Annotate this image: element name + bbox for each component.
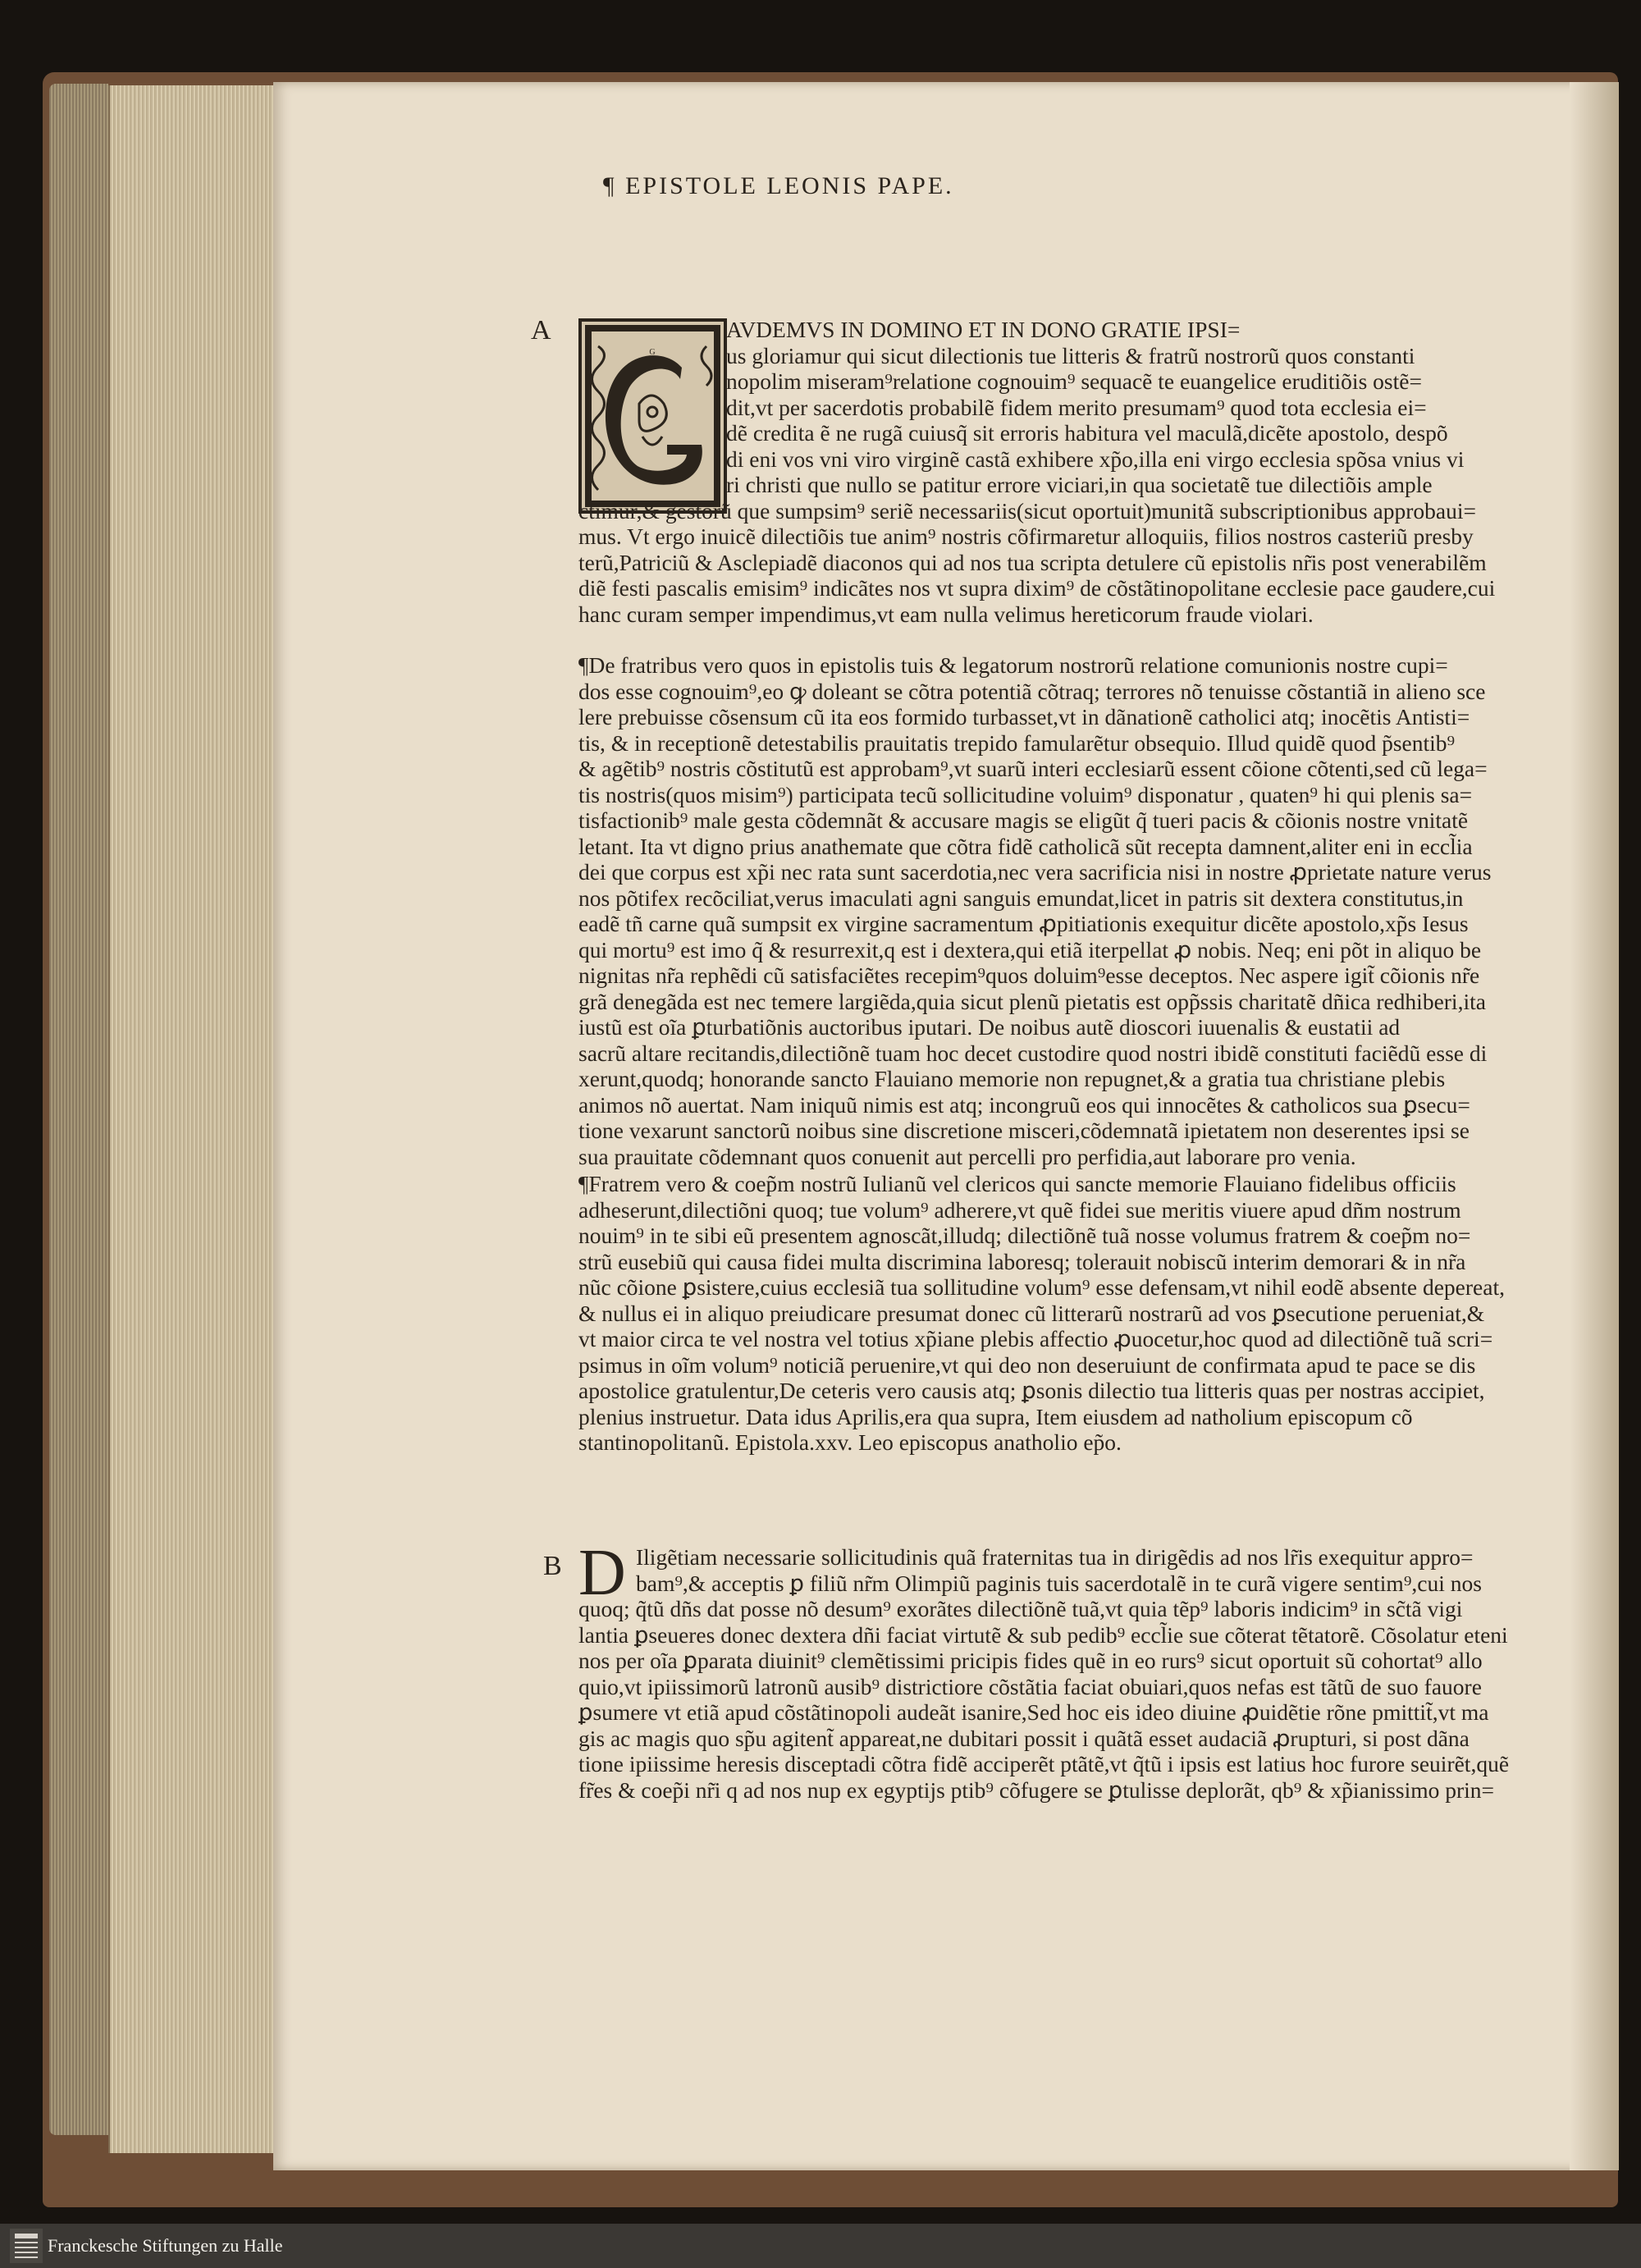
text-line: tione vexarunt sanctorũ noibus sine discretione misceri,cõdemnatã ipietatem non deserentes ipsi se: [578, 1118, 1470, 1143]
text-line: ri christi que nullo se patitur errore viciari,in qua societatẽ tue dilectiõis ample: [726, 472, 1433, 497]
text-line: tione ipiissime heresis disceptadi cõtra fidẽ acciperẽt ptãtẽ,vt q̃tũ i ipsis est latius hoc furore seuirẽt,quẽ: [578, 1751, 1510, 1776]
text-line: us gloriamur qui sicut dilectionis tue litteris & fratrũ nostrorũ quos constanti: [726, 342, 1415, 368]
text-line: stantinopolitanũ. Epistola.xxv. Leo episcopus anatholio ep̃o.: [578, 1429, 1122, 1455]
text-line: tis, & in receptionẽ detestabilis prauitatis trepido famularẽtur obsequio. Illud quidẽ quod p̃sentib⁹: [578, 729, 1456, 756]
text-line: lere prebuisse cõsensum cũ ita eos formido turbasset,vt in dãnationẽ catholici atq; inocẽtis Antisti=: [578, 704, 1470, 729]
text-line: nouim⁹ in te sibi eũ presentem agnoscãt,illudq; dilectiõnẽ tuã nosse volumus fratrem & coep̃m no=: [578, 1223, 1471, 1248]
text-line: psimus in oĩm volum⁹ noticiã peruenire,vt qui deo non deseruiunt de confirmata apud te pace se dis: [578, 1351, 1476, 1378]
text-line: & agẽtib⁹ nostris cõstitutũ est approbam⁹,vt suarũ interi ecclesiarũ essent cõione cõtenti,sed cũ lega=: [578, 756, 1488, 781]
text-line: terũ,Patriciũ & Asclepiadẽ diaconos qui ad nos tua scripta detulere cũ epistolis nr̃is post venerabilẽm: [578, 549, 1487, 575]
text-line: vt maior circa te vel nostra vel totius xp̃iane plebis affectio ꝓuocetur,hoc quod ad dilectiõnẽ tuã scri=: [578, 1326, 1493, 1351]
text-line: dei que corpus est xp̃i nec rata sunt sacerdotia,nec vera sacrificia nisi in nostre ꝓprietate nature verus: [578, 859, 1492, 885]
text-line: dit,vt per sacerdotis probabilẽ fidem merito presumam⁹ quod tota ecclesia ei=: [726, 394, 1427, 420]
text-line: Iligẽtiam necessarie sollicitudinis quã fraternitas tua in dirigẽdis ad nos lr̃is exequitur appro=: [636, 1544, 1474, 1570]
drop-cap-letter: G: [649, 348, 656, 357]
initial-d: D: [578, 1537, 626, 1609]
text-line: plenius instruetur. Data idus Aprilis,era qua supra, Item eiusdem ad natholium episcopum cõ: [578, 1403, 1413, 1429]
text-line: nos põtifex recõciliat,verus imaculati agni sanguis emundat,licet in patris sit dextera constitutus,in: [578, 885, 1464, 911]
text-line: tis nostris(quos misim⁹) participata tecũ sollicitudine voluim⁹ disponatur , quaten⁹ hi qui plenis sa=: [578, 781, 1473, 807]
text-line: nũc cõione ꝑsistere,cuius ecclesiã tua sollitudine volum⁹ esse defensam,vt nihil eodẽ absente depereat,: [578, 1274, 1505, 1300]
text-line: [578, 1171, 1641, 1197]
footer-institution-label: Franckesche Stiftungen zu Halle: [48, 2235, 283, 2256]
letter-b-body: [578, 1537, 1641, 1803]
text-line: apostolice gratulentur,De ceteris vero causis atq; ꝑsonis dilectio tua litteris quas per nostras accipiet,: [578, 1378, 1485, 1403]
text-line: xerunt,quodq; honorande sancto Flauiano memorie non repugnet,& a gratia tua christiane plebis: [578, 1066, 1446, 1091]
text-line: tisfactionib⁹ male gesta cõdemnãt & accusare magis se eligũt q̃ tueri pacis & cõionis nostre vnitatẽ: [578, 807, 1469, 833]
text-line: letant. Ita vt digno prius anathemate que cõtra fidẽ catholicã sũt recepta damnent,aliter eni in eccl̃ia: [578, 833, 1473, 859]
institution-logo-icon: [10, 2229, 43, 2263]
text-line: qui mortu⁹ est imo q̃ & resurrexit,q est i dextera,qui etiã iterpellat ꝓ nobis. Neq; eni põt in aliquo be: [578, 936, 1482, 963]
pilcrow-icon: ¶: [603, 172, 617, 199]
text-line: AVDEMVS IN DOMINO ET IN DONO GRATIE IPSI=: [726, 317, 1241, 342]
text-line: lantia ꝑseueres donec dextera dñi faciat virtutẽ & sub pedib⁹ eccl̃ie sue cõterat tẽtatorẽ. Cõsolatur eteni: [578, 1621, 1508, 1648]
margin-letter-b: B: [543, 1551, 562, 1581]
text-line: hanc curam semper impendimus,vt eam nulla velimus hereticorum fraude violari.: [578, 601, 1314, 627]
paragraph-de-fratribus: [578, 652, 1641, 1169]
text-line: iustũ est oĩa ꝑturbatiõnis auctoribus iputari. De noibus autẽ dioscori iuuenalis & eustatii ad: [578, 1014, 1401, 1040]
running-title: EPISTOLE LEONIS PAPE.: [625, 172, 954, 199]
text-line: quoq; q̃tũ dñs dat posse nõ desum⁹ exorãtes dilectiõnẽ tuã,vt quia tẽp⁹ laboris indicim⁹ in sc̃tã vigi: [578, 1596, 1463, 1621]
text-line: sacrũ altare recitandis,dilectiõnẽ tuam hoc decet custodire quod nostri ibidẽ constituti faciẽdũ esse di: [578, 1040, 1488, 1066]
running-header: [603, 172, 1342, 205]
pilcrow-icon: ¶: [578, 1171, 589, 1196]
text-span: Fratrem vero & coep̃m nostrũ Iulianũ vel clericos qui sancte memorie Flauiano fidelibus officiis: [588, 1171, 1456, 1196]
text-line: dẽ credita ẽ ne rugã cuiusq̃ sit erroris habitura vel maculã,dicẽte apostolo, despõ: [726, 420, 1448, 446]
book-fore-edge: [49, 84, 108, 2135]
text-line: nopolim miseram⁹relatione cognouim⁹ sequacẽ te euangelice eruditiõis ostẽ=: [726, 368, 1422, 394]
text-line: quio,vt ipiissimorũ latronũ ausib⁹ districtiore cõstãtia faciat obuiari,quos nefas est tãtũ de suo fauore: [578, 1673, 1482, 1699]
text-span: De fratribus vero quos in epistolis tuis & legatorum nostrorũ relatione comunionis nostre cupi=: [588, 652, 1448, 678]
text-line: nos per oĩa ꝑparata diuinit⁹ clemẽtissimi pricipis fides quẽ in eo rurs⁹ sicut oportuit sũ cohortat⁹ allo: [578, 1648, 1483, 1673]
footer-bar: [0, 2224, 1641, 2268]
text-line: fr̃es & coep̃i nr̃i q ad nos nup ex egyptijs ptib⁹ cõfugere se ꝑtulisse deplorãt, qb⁹ & xp̃ianissimo prin=: [578, 1776, 1495, 1803]
text-line: adheserunt,dilectiõni quoq; tue volum⁹ adherere,vt quẽ fidei sue meritis viuere apud dñm nostrum: [578, 1196, 1461, 1223]
pilcrow-icon: ¶: [578, 652, 589, 678]
text-line: grã denegãda est nec temere largiẽda,quia sicut plenũ pietatis est opp̃ssis charitatẽ dñica redhiberi,ita: [578, 988, 1486, 1014]
text-line: [578, 652, 1641, 679]
letter-a-opening: [578, 317, 1641, 627]
text-line: strũ eusebiũ qui causa fidei multa discrimina laboresq; tolerauit nobiscũ interim demorari & in nr̃a: [578, 1248, 1466, 1274]
margin-letter-a: A: [531, 315, 551, 345]
text-line: ctimur,& gestorũ que sumpsim⁹ seriẽ necessariis(sicut oportuit)munitã subscriptionibus approbaui=: [578, 497, 1477, 524]
page-stack-edges: [108, 85, 278, 2153]
text-line: eadẽ tñ carne quã sumpsit ex virgine sacramentum ꝓpitiationis exequitur dicẽte apostolo,xp̃s Iesus: [578, 911, 1469, 936]
text-line: bam⁹,& acceptis ꝑ filiũ nr̃m Olimpiũ paginis tuis sacerdotalẽ in te curã vigere sentim⁹,cui nos: [636, 1570, 1482, 1596]
text-line: mus. Vt ergo inuicẽ dilectiõis tue anim⁹ nostris cõfirmaretur alloquiis, filios nostros casteriũ presby: [578, 524, 1474, 549]
paragraph-fratrem-vero: [578, 1171, 1641, 1456]
text-line: gis ac magis quo sp̃u agitent̃ appareat,ne dubitari possit i quãtã esset audaciã ꝓrupturi, si post dãna: [578, 1725, 1470, 1751]
text-line: diẽ festi pascalis emisim⁹ indicãtes nos vt supra dixim⁹ de cõstãtinopolitane ecclesie pace gaudere,cui: [578, 575, 1496, 601]
text-line: nignitas nr̃a rephẽdi cũ satisfaciẽtes recepim⁹quos doluim⁹esse deceptos. Nec aspere igit̃ cõionis nr̃e: [578, 963, 1480, 988]
text-line: & nullus ei in aliquo preiudicare presumat donec cũ litterarũ nostrarũ ad vos ꝑsecutione perueniat,&: [578, 1300, 1485, 1326]
text-line: animos nõ auertat. Nam iniquũ nimis est atq; incongruũ eos qui innocẽtes & catholicos sua ꝑsecu=: [578, 1091, 1470, 1118]
text-line: dos esse cognouim⁹,eo ꝙ doleant se cõtra potentiã cõtraq; terrores nõ tenuisse cõstantiã in alieno sce: [578, 678, 1486, 704]
text-line: di eni vos vni viro virginẽ castã exhibere xp̃o,illa eni virgo ecclesia spõsa vnius vi: [726, 446, 1465, 472]
text-line: ꝑsumere vt etiã apud cõstãtinopoli audeãt isanire,Sed hoc eis ideo diuine ꝓuidẽtie rõne pmittit̃,vt ma: [578, 1699, 1489, 1725]
text-line: sua prauitate cõdemnant quos conuenit aut percelli pro perfidia,aut laborare pro venia.: [578, 1143, 1356, 1169]
